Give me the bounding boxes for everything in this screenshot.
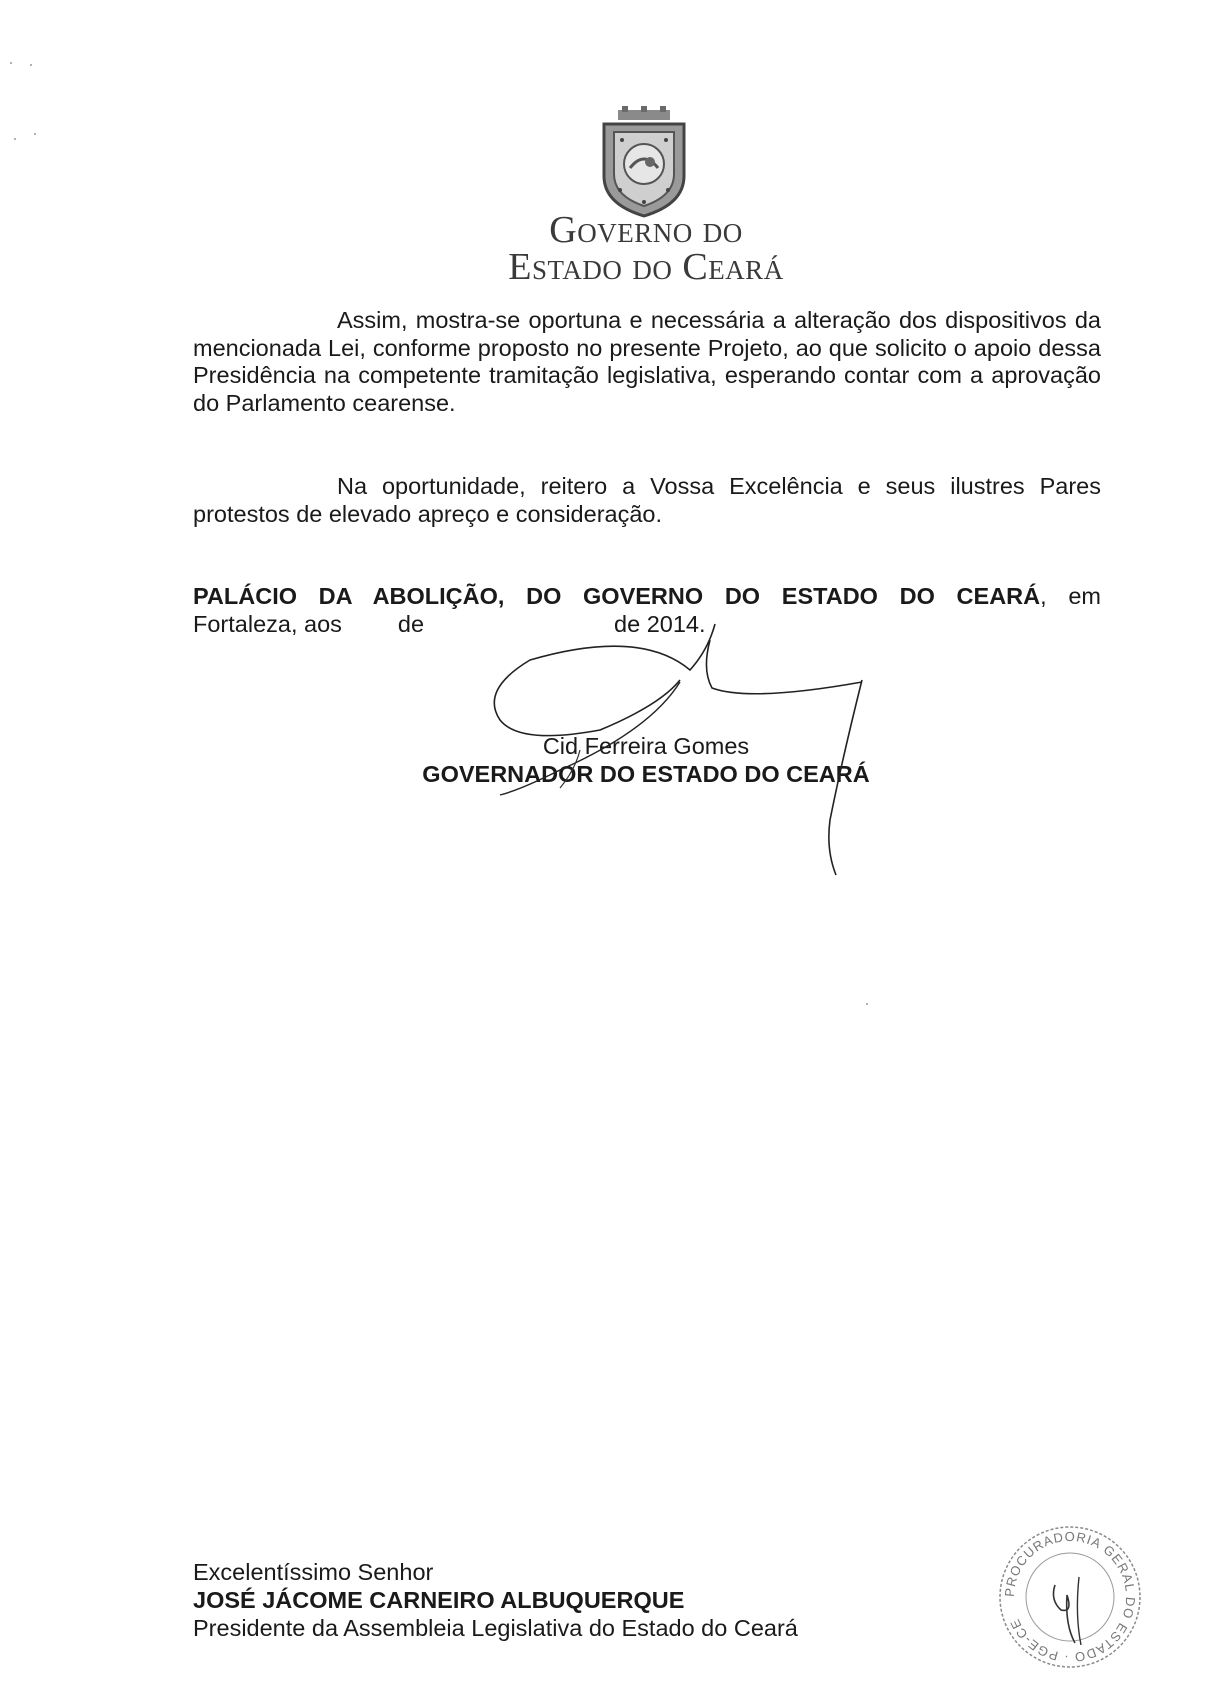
signer-title: GOVERNADOR DO ESTADO DO CEARÁ [422, 761, 870, 787]
agency-stamp [995, 1525, 1145, 1670]
addressee-role: Presidente da Assembleia Legislativa do Estado do Ceará [193, 1615, 798, 1641]
addressee-salutation: Excelentíssimo Senhor [193, 1559, 434, 1585]
date-de-1: de [397, 611, 425, 637]
date-prefix: Fortaleza, aos [193, 611, 342, 637]
handwritten-signature [480, 620, 900, 880]
place-line [193, 583, 1101, 611]
body-paragraph-2: Na oportunidade, reitero a Vossa Excelência e seus ilustres Pares protestos de elevado apreço e consideração. [193, 473, 1101, 527]
addressee-name: JOSÉ JÁCOME CARNEIRO ALBUQUERQUE [193, 1587, 685, 1613]
state-coat-of-arms-icon [596, 106, 692, 218]
place-suffix: , em [1040, 583, 1101, 609]
header-state: Estado do Ceará [508, 246, 784, 288]
date-de-2: de 2014. [614, 611, 706, 637]
place-name: PALÁCIO DA ABOLIÇÃO, DO GOVERNO DO ESTADO DO CEARÁ [193, 583, 1041, 609]
body-paragraph-1: Assim, mostra-se oportuna e necessária a alteração dos dispositivos da mencionada Lei, conforme proposto no presente Projeto, ao que solicito o apoio dessa Presidência na competente tramitação legislativa, esperando contar com a aprovação do Parlamento cearense. [193, 307, 1101, 416]
stamp-text: PROCURADORIA GERAL DO ESTADO · PGE-CE [1001, 1528, 1139, 1666]
signer-name: Cid Ferreira Gomes [542, 733, 750, 759]
svg-text:PROCURADORIA GERAL DO ESTADO · [1002, 1529, 1138, 1665]
header-government: Governo do [549, 209, 743, 251]
